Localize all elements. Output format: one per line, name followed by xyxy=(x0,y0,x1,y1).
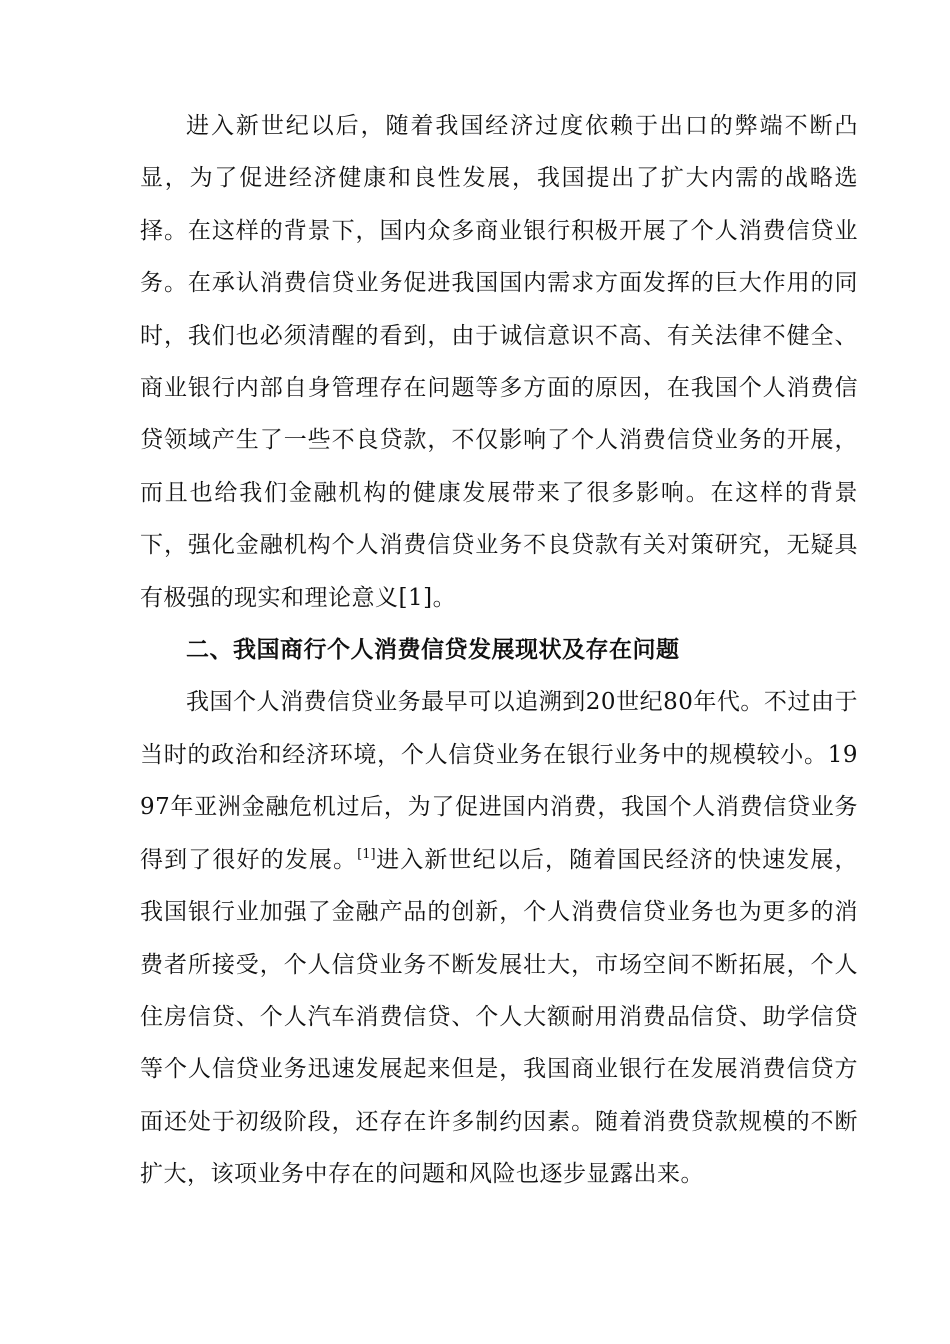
paragraph-development-text-2: 进入新世纪以后，随着国民经济的快速发展，我国银行业加强了金融产品的创新，个人消费信贷业务也为更多的消费者所接受，个人信贷业务不断发展壮大，市场空间不断拓展，个人住房信贷、个人汽车消费信贷、个人大额耐用消费品信贷、助学信贷等个人信贷业务迅速发展起来但是，我国商业银行在发展消费信贷方面还处于初级阶段，还存在许多制约因素。随着消费贷款规模的不断扩大，该项业务中存在的问题和风险也逐步显露出来。 xyxy=(140,846,859,1188)
paragraph-intro: 进入新世纪以后，随着我国经济过度依赖于出口的弊端不断凸显，为了促进经济健康和良性发展，我国提出了扩大内需的战略选择。在这样的背景下，国内众多商业银行积极开展了个人消费信贷业务。在承认消费信贷业务促进我国国内需求方面发挥的巨大作用的同时，我们也必须清醒的看到，由于诚信意识不高、有关法律不健全、商业银行内部自身管理存在问题等多方面的原因，在我国个人消费信贷领域产生了一些不良贷款，不仅影响了个人消费信贷业务的开展，而且也给我们金融机构的健康发展带来了很多影响。在这样的背景下，强化金融机构个人消费信贷业务不良贷款有关对策研究，无疑具有极强的现实和理论意义[1]。 xyxy=(140,113,858,611)
document-body xyxy=(140,100,858,1201)
paragraph-development xyxy=(140,676,858,1200)
section-heading: 二、我国商行个人消费信贷发展现状及存在问题 xyxy=(186,637,680,664)
citation-marker: [1] xyxy=(357,846,376,862)
paragraph-development-text-1: 我国个人消费信贷业务最早可以追溯到20世纪80年代。不过由于当时的政治和经济环境，个人信贷业务在银行业务中的规模较小。1997年亚洲金融危机过后，为了促进国内消费，我国个人消费信贷业务得到了很好的发展。 xyxy=(140,689,858,873)
